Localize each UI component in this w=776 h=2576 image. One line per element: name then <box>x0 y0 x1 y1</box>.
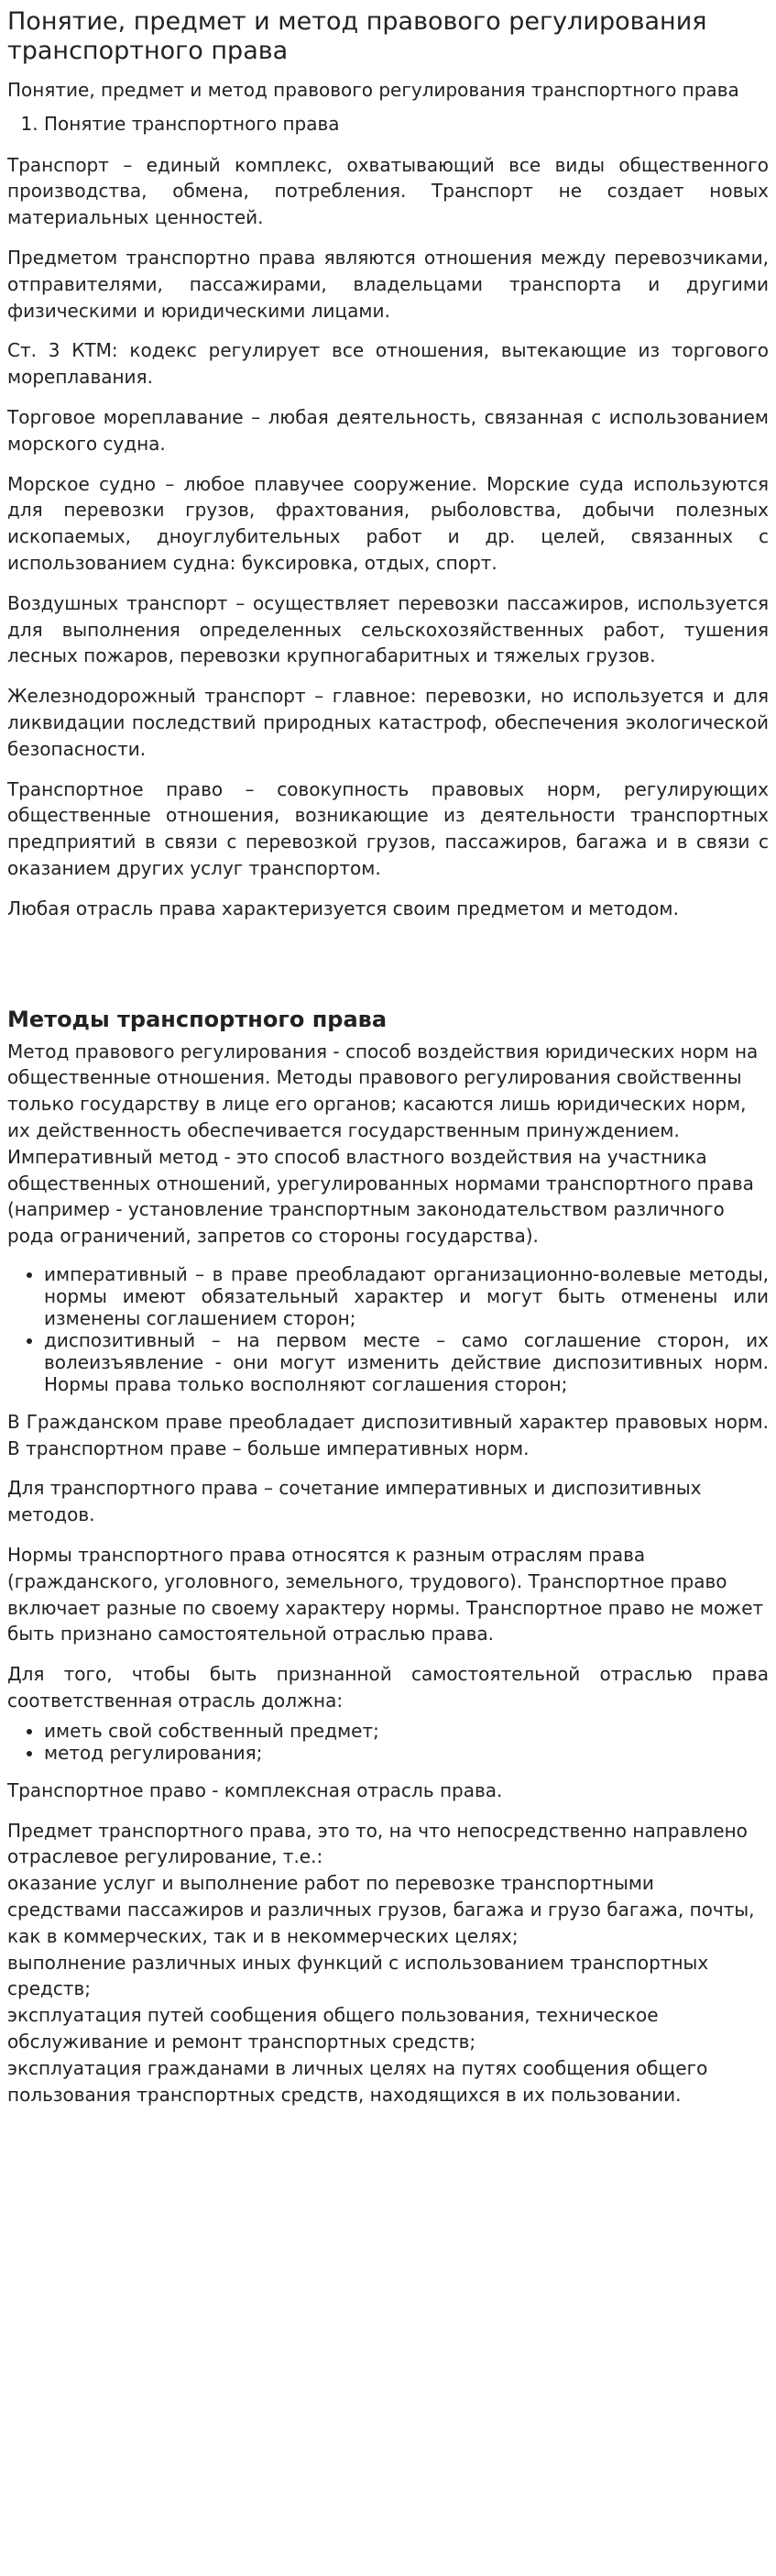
outline-list <box>7 111 769 138</box>
subject-line: выполнение различных иных функций с использованием транспортных средств; <box>7 1951 709 2000</box>
paragraph-sea-vessel: Морское судно – любое плавучее сооружение. Морские суда используются для перевозки грузов, фрахтования, рыболовства, добычи полезных ископаемых, дноуглубительных работ и др. целей, связанных с использованием судна: буксировка, отдых, спорт. <box>7 472 769 574</box>
subject-intro: Предмет транспортного права, это то, на что непосредственно направлено отраслевое регулирование, т.е.: <box>7 1819 748 1868</box>
complex-branch-note: Транспортное право - комплексная отрасль права. <box>7 1778 503 1801</box>
paragraph-rail-transport: Железнодорожный транспорт – главное: перевозки, но используется и для ликвидации последствий природных катастроф, обеспечения экологической безопасности. <box>7 685 769 760</box>
method-dispositive: • диспозитивный – на первом месте – само соглашение сторон, их волеизъявление - они могут изменить действие диспозитивных норм. Нормы права только восполняют соглашения сторон; <box>44 1329 769 1395</box>
methods-definition: Метод правового регулирования - способ воздействия юридических норм на общественные отношения. Методы правового регулирования свойственны только государству в лице его органов; касаются лишь юридических норм, их действенность обеспечивается государственным принуждением. Императивный метод - это способ властного воздействия на участника общественных отношений, урегулированных нормами транспортного права (например - установление транспортным законодательством различного рода ограничений, запретов со стороны государства). <box>7 1040 759 1248</box>
subject-line: эксплуатация гражданами в личных целях на путях сообщения общего пользования транспортных средств, находящихся в их пользовании. <box>7 2056 708 2106</box>
paragraph-subject: Предметом транспортно права являются отношения между перевозчиками, отправителями, пассажирами, владельцами транспорта и другими физическими и юридическими лицами. <box>7 246 769 322</box>
paragraph-transport: Транспорт – единый комплекс, охватывающий все виды общественного производства, обмена, потребления. Транспорт не создает новых материальных ценностей. <box>7 153 769 229</box>
branches-note: Нормы транспортного права относятся к разным отраслям права (гражданского, уголовного, земельного, трудового). Транспортное право включает разные по своему характеру нормы. Транспортное право не может быть признано самостоятельной отраслью права. <box>7 1544 764 1646</box>
subtitle: Понятие, предмет и метод правового регулирования транспортного права <box>7 79 739 101</box>
paragraph-air-transport: Воздушных транспорт – осуществляет перевозки пассажиров, используется для выполнения определенных сельскохозяйственных работ, тушения лесных пожаров, перевозки крупногабаритных и тяжелых грузов. <box>7 591 769 667</box>
requirement-subject: • иметь свой собственный предмет; <box>44 1720 769 1742</box>
subject-line: оказание услуг и выполнение работ по перевозке транспортными средствами пассажиров и различных грузов, багажа и грузо багажа, почты, как в коммерческих, так и в некоммерческих целях; <box>7 1872 755 1947</box>
requirement-method: • метод регулирования; <box>44 1742 769 1764</box>
methods-heading: Методы транспортного права <box>7 1006 388 1032</box>
subject-block <box>7 1818 769 2108</box>
civil-law-note: В Гражданском праве преобладает диспозитивный характер правовых норм. В транспортном праве – больше императивных норм. <box>7 1410 769 1459</box>
outline-item: 1. Понятие транспортного права <box>44 111 769 138</box>
branch-requirement: Для того, чтобы быть признанной самостоятельной отраслью права соответственная отрасль должна: <box>7 1663 769 1712</box>
method-imperative: • императивный – в праве преобладают организационно-волевые методы, нормы имеют обязательный характер и могут быть отменены или изменены соглашением сторон; <box>44 1263 769 1329</box>
methods-list <box>7 1263 769 1395</box>
section-spacer <box>7 936 769 1006</box>
subject-line: эксплуатация путей сообщения общего пользования, техническое обслуживание и ремонт транспортных средств; <box>7 2004 659 2053</box>
page-title: Понятие, предмет и метод правового регулирования транспортного права <box>7 7 707 65</box>
paragraph-merchant-shipping: Торговое мореплавание – любая деятельность, связанная с использованием морского судна. <box>7 405 769 455</box>
requirements-list <box>7 1720 769 1764</box>
paragraph-transport-law: Транспортное право – совокупность правовых норм, регулирующих общественные отношения, возникающие из деятельности транспортных предприятий в связи с перевозкой грузов, пассажиров, багажа и в связи с оказанием других услуг транспортом. <box>7 777 769 879</box>
paragraph-branch: Любая отрасль права характеризуется своим предметом и методом. <box>7 897 679 919</box>
combination-note: Для транспортного права – сочетание императивных и диспозитивных методов. <box>7 1477 702 1526</box>
paragraph-ktm: Ст. 3 КТМ: кодекс регулирует все отношения, вытекающие из торгового мореплавания. <box>7 339 769 389</box>
